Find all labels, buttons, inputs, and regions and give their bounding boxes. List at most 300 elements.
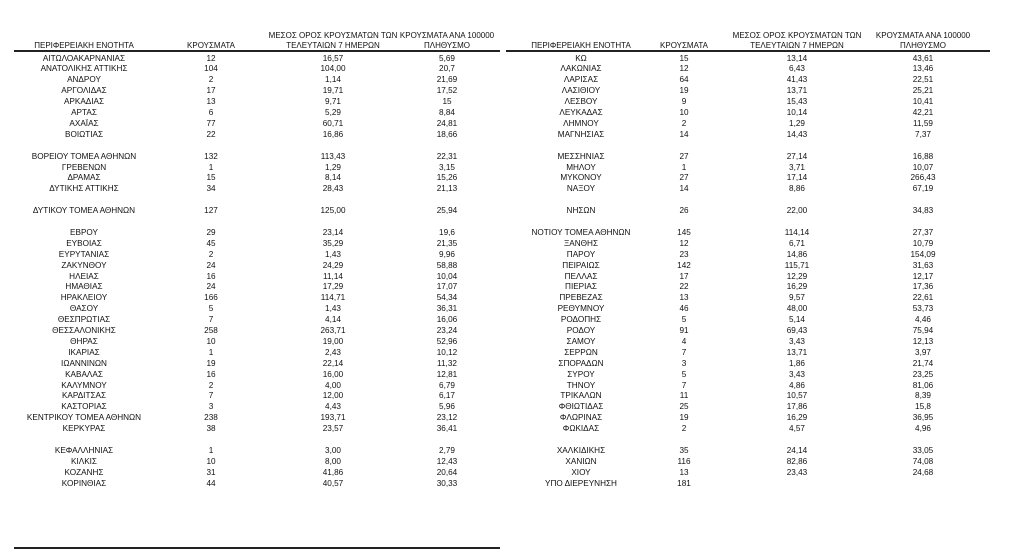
cell-cases: 24: [206, 282, 216, 292]
table-row: [506, 205, 990, 216]
cell-cases: 15: [679, 53, 689, 63]
cell-cases: 104: [204, 64, 218, 74]
cell-cases: 25: [679, 402, 689, 412]
cell-region: ΑΡΚΑΔΙΑΣ: [63, 97, 105, 107]
cell-per100k: 31,63: [912, 260, 934, 270]
table-row: [14, 53, 500, 64]
cell-cases: 77: [206, 118, 216, 128]
cell-cases: 7: [681, 347, 687, 357]
cell-per100k: 15,26: [436, 173, 458, 183]
table-row: [14, 227, 500, 238]
cell-region: ΚΕΝΤΡΙΚΟΥ ΤΟΜΕΑ ΑΘΗΝΩΝ: [26, 413, 142, 423]
cell-cases: 13: [679, 293, 689, 303]
table-row: [14, 467, 500, 478]
cell-cases: 1: [208, 162, 214, 172]
cell-region: ΛΑΣΙΘΙΟΥ: [561, 86, 601, 96]
cell-cases: 16: [206, 369, 216, 379]
cell-avg7: 23,43: [786, 467, 808, 477]
table-row: [14, 456, 500, 467]
cell-region: ΙΚΑΡΙΑΣ: [68, 347, 100, 357]
table-row: [506, 369, 990, 380]
cell-avg7: 14,43: [786, 129, 808, 139]
cell-cases: 27: [679, 151, 689, 161]
cell-per100k: 23,25: [912, 369, 934, 379]
cell-avg7: 35,29: [322, 238, 344, 248]
cell-region: ΕΥΡΥΤΑΝΙΑΣ: [58, 249, 110, 259]
cell-per100k: 5,69: [439, 53, 455, 63]
cell-region: ΤΗΝΟΥ: [566, 380, 596, 390]
cell-per100k: 24,81: [436, 118, 458, 128]
cell-region: ΕΒΡΟΥ: [70, 227, 98, 237]
table-row: [14, 281, 500, 292]
header-divider: [14, 50, 500, 52]
cell-region: ΘΑΣΟΥ: [69, 304, 99, 314]
cell-per100k: 67,19: [912, 184, 934, 194]
cell-region: ΣΠΟΡΑΔΩΝ: [558, 358, 604, 368]
cell-region: ΑΝΔΡΟΥ: [67, 75, 101, 85]
cell-avg7: 1,29: [789, 118, 805, 128]
cell-avg7: 10,14: [786, 108, 808, 117]
cell-avg7: 4,57: [789, 424, 805, 434]
table-row: [506, 314, 990, 325]
cell-region: ΑΝΑΤΟΛΙΚΗΣ ΑΤΤΙΚΗΣ: [40, 64, 128, 74]
cell-cases: 181: [677, 478, 691, 488]
cell-per100k: 4,46: [915, 315, 931, 325]
table-row: [14, 74, 500, 85]
cell-per100k: 11,32: [437, 358, 457, 368]
cell-cases: 27: [679, 173, 689, 183]
cell-region: ΡΟΔΟΠΗΣ: [560, 315, 602, 325]
cell-cases: 22: [206, 129, 216, 139]
table-row: [506, 107, 990, 118]
cell-region: ΦΩΚΙΔΑΣ: [562, 424, 600, 434]
table-row: [506, 390, 990, 401]
table-row: [14, 303, 500, 314]
cell-cases: 19: [206, 358, 216, 368]
cell-avg7: 4,86: [789, 380, 805, 390]
cell-per100k: 7,37: [915, 129, 931, 139]
cell-cases: 45: [206, 238, 216, 248]
table-row: [506, 129, 990, 140]
cell-avg7: 9,71: [325, 97, 341, 107]
cell-cases: 12: [679, 238, 689, 248]
cell-per100k: 23,12: [436, 413, 458, 423]
cell-per100k: 21,13: [436, 184, 458, 194]
cell-avg7: 12,00: [322, 391, 344, 401]
cell-per100k: 10,41: [912, 97, 934, 107]
table-row: [14, 478, 500, 489]
table-row: [14, 412, 500, 423]
cell-avg7: 11,14: [323, 271, 343, 281]
cell-per100k: 18,66: [436, 129, 458, 139]
cell-per100k: 19,6: [439, 227, 455, 237]
header-avg7: ΜΕΣΟΣ ΟΡΟΣ ΚΡΟΥΣΜΑΤΩΝ ΤΩΝ ΤΕΛΕΥΤΑΙΩΝ 7 ΗΜΕΡΩΝ: [732, 31, 862, 50]
cell-per100k: 21,69: [436, 75, 458, 85]
cell-cases: 142: [677, 260, 691, 270]
cell-region: ΚΑΡΔΙΤΣΑΣ: [61, 391, 107, 401]
cell-per100k: 42,21: [912, 108, 934, 117]
table-row: [506, 260, 990, 271]
cell-avg7: 41,86: [322, 467, 344, 477]
cell-per100k: 5,96: [439, 402, 455, 412]
cell-per100k: 15: [442, 97, 452, 107]
cell-per100k: 74,08: [912, 456, 934, 466]
header-cases: ΚΡΟΥΣΜΑΤΑ: [660, 40, 708, 50]
cell-avg7: 28,43: [322, 184, 344, 194]
cell-cases: 127: [204, 206, 218, 216]
cell-avg7: 10,57: [786, 391, 808, 401]
cell-avg7: 13,14: [786, 53, 808, 63]
table-row: [506, 227, 990, 238]
table-row: [14, 238, 500, 249]
cell-region: ΚΩ: [575, 53, 587, 63]
cell-avg7: 41,43: [786, 75, 808, 85]
table-row: [14, 260, 500, 271]
cell-avg7: 4,14: [325, 315, 341, 325]
cell-avg7: 9,57: [789, 293, 805, 303]
cell-cases: 24: [206, 260, 216, 270]
cell-per100k: 34,83: [912, 206, 934, 216]
table-row: [506, 53, 990, 64]
cell-region: ΚΕΡΚΥΡΑΣ: [62, 424, 106, 434]
cell-region: ΚΙΛΚΙΣ: [70, 456, 97, 466]
cell-per100k: 13,46: [912, 64, 934, 74]
header-region: ΠΕΡΙΦΕΡΕΙΑΚΗ ΕΝΟΤΗΤΑ: [34, 40, 134, 50]
cell-region: ΑΡΤΑΣ: [71, 108, 97, 117]
left-table-header: [14, 10, 500, 50]
cell-avg7: 113,43: [320, 151, 346, 161]
table-row: [506, 423, 990, 434]
header-per100k: ΚΡΟΥΣΜΑΤΑ ΑΝΑ 100000 ΠΛΗΘΥΣΜΟ: [399, 31, 495, 50]
cell-cases: 3: [208, 402, 214, 412]
cell-region: ΛΑΡΙΣΑΣ: [563, 75, 599, 85]
right-table-header: [506, 10, 990, 50]
cell-cases: 1: [681, 162, 687, 172]
cell-region: ΚΟΡΙΝΘΙΑΣ: [61, 478, 107, 488]
cell-region: ΛΕΣΒΟΥ: [564, 97, 598, 107]
cell-avg7: 40,57: [322, 478, 344, 488]
cell-region: ΓΡΕΒΕΝΩΝ: [61, 162, 107, 172]
table-row: [14, 314, 500, 325]
cell-avg7: 24,29: [322, 260, 344, 270]
cell-avg7: 5,29: [325, 108, 341, 117]
cell-per100k: 75,94: [912, 326, 934, 335]
cell-per100k: 3,97: [915, 347, 931, 357]
cell-per100k: 8,84: [439, 108, 455, 117]
cell-cases: 46: [679, 304, 689, 314]
cell-per100k: 36,95: [912, 413, 934, 423]
table-row: [14, 129, 500, 140]
cell-cases: 64: [679, 75, 689, 85]
cell-avg7: 8,86: [789, 184, 805, 194]
cell-region: ΘΕΣΣΑΛΟΝΙΚΗΣ: [52, 326, 116, 335]
table-row: [506, 412, 990, 423]
cell-per100k: 33,05: [912, 445, 934, 455]
cell-region: ΚΑΣΤΟΡΙΑΣ: [61, 402, 107, 412]
cell-region: ΠΕΛΛΑΣ: [564, 271, 598, 281]
table-row: [14, 96, 500, 107]
cell-region: ΜΑΓΝΗΣΙΑΣ: [557, 129, 605, 139]
cell-cases: 5: [681, 315, 687, 325]
cell-cases: 12: [679, 64, 689, 74]
table-row: [14, 172, 500, 183]
cell-cases: 7: [208, 391, 214, 401]
table-row: [506, 96, 990, 107]
cell-region: ΑΧΑΪΑΣ: [69, 118, 99, 128]
table-row: [506, 249, 990, 260]
cell-region: ΠΙΕΡΙΑΣ: [565, 282, 597, 292]
cell-avg7: 16,29: [786, 413, 808, 423]
cell-cases: 7: [681, 380, 687, 390]
table-row: [506, 162, 990, 173]
cell-per100k: 12,13: [912, 336, 934, 346]
cell-region: ΛΑΚΩΝΙΑΣ: [560, 64, 602, 74]
cell-avg7: 193,71: [320, 413, 346, 423]
cell-cases: 9: [681, 97, 687, 107]
cell-cases: 31: [206, 467, 216, 477]
cell-avg7: 114,71: [320, 293, 346, 303]
cell-cases: 6: [208, 108, 214, 117]
cell-cases: 116: [677, 456, 691, 466]
cell-per100k: 54,34: [436, 293, 458, 303]
cell-region: ΔΡΑΜΑΣ: [67, 173, 101, 183]
cell-avg7: 60,71: [322, 118, 344, 128]
cell-region: ΝΑΞΟΥ: [566, 184, 596, 194]
table-row: [506, 478, 990, 489]
cell-cases: 12: [206, 53, 216, 63]
cell-avg7: 23,14: [322, 227, 344, 237]
cell-avg7: 1,43: [325, 249, 341, 259]
left-table: [14, 10, 500, 488]
cell-cases: 238: [204, 413, 218, 423]
table-row: [14, 63, 500, 74]
cell-avg7: 8,00: [325, 456, 341, 466]
cell-region: ΒΟΡΕΙΟΥ ΤΟΜΕΑ ΑΘΗΝΩΝ: [31, 151, 137, 161]
cell-cases: 19: [679, 86, 689, 96]
table-row: [14, 85, 500, 96]
cell-per100k: 25,21: [912, 86, 934, 96]
cell-avg7: 19,00: [322, 336, 344, 346]
cell-region: ΔΥΤΙΚΟΥ ΤΟΜΕΑ ΑΘΗΝΩΝ: [32, 206, 136, 216]
header-avg7: ΜΕΣΟΣ ΟΡΟΣ ΚΡΟΥΣΜΑΤΩΝ ΤΩΝ ΤΕΛΕΥΤΑΙΩΝ 7 ΗΜΕΡΩΝ: [268, 31, 398, 50]
cell-avg7: 16,00: [322, 369, 344, 379]
cell-region: ΛΗΜΝΟΥ: [563, 118, 599, 128]
cell-per100k: 2,79: [439, 445, 455, 455]
cell-region: ΠΑΡΟΥ: [566, 249, 596, 259]
cell-region: ΙΩΑΝΝΙΝΩΝ: [61, 358, 107, 368]
cell-avg7: 69,43: [786, 326, 808, 335]
table-row: [14, 347, 500, 358]
cell-region: ΧΑΛΚΙΔΙΚΗΣ: [556, 445, 606, 455]
cell-per100k: 81,06: [912, 380, 934, 390]
table-row: [14, 271, 500, 282]
cell-per100k: 266,43: [910, 173, 936, 183]
cell-region: ΝΗΣΩΝ: [566, 206, 596, 216]
cell-cases: 35: [679, 445, 689, 455]
table-row: [506, 172, 990, 183]
cell-per100k: 6,79: [439, 380, 455, 390]
cell-cases: 1: [208, 347, 214, 357]
table-row: [506, 401, 990, 412]
cell-region: ΧΙΟΥ: [571, 467, 591, 477]
cell-region: ΘΕΣΠΡΩΤΙΑΣ: [57, 315, 111, 325]
header-per100k: ΚΡΟΥΣΜΑΤΑ ΑΝΑ 100000 ΠΛΗΘΥΣΜΟ: [875, 31, 971, 50]
cell-avg7: 23,57: [322, 424, 344, 434]
table-row: [14, 205, 500, 216]
cell-cases: 2: [681, 118, 687, 128]
table-row: [506, 281, 990, 292]
cell-avg7: 17,14: [786, 173, 808, 183]
cell-region: ΖΑΚΥΝΘΟΥ: [61, 260, 107, 270]
cell-per100k: 12,17: [912, 271, 934, 281]
left-bottom-rule: [14, 547, 500, 549]
cell-cases: 38: [206, 424, 216, 434]
cell-per100k: 12,43: [436, 456, 458, 466]
cell-per100k: 36,41: [436, 424, 458, 434]
cell-per100k: 22,31: [436, 151, 458, 161]
cell-cases: 22: [679, 282, 689, 292]
cell-per100k: 10,04: [436, 271, 458, 281]
cell-avg7: 1,86: [789, 358, 805, 368]
cell-avg7: 16,29: [786, 282, 808, 292]
cell-per100k: 17,07: [436, 282, 458, 292]
cell-per100k: 10,07: [912, 162, 934, 172]
cell-avg7: 15,43: [786, 97, 808, 107]
cell-cases: 2: [208, 249, 214, 259]
cell-cases: 2: [681, 424, 687, 434]
cell-region: ΦΛΩΡΙΝΑΣ: [559, 413, 603, 423]
cell-region: ΕΥΒΟΙΑΣ: [66, 238, 102, 248]
header-divider: [506, 50, 990, 52]
cell-region: ΔΥΤΙΚΗΣ ΑΤΤΙΚΗΣ: [49, 184, 119, 194]
table-row: [14, 183, 500, 194]
cell-per100k: 25,94: [436, 206, 458, 216]
cell-cases: 10: [206, 336, 216, 346]
cell-avg7: 3,71: [789, 162, 805, 172]
cell-cases: 26: [679, 206, 689, 216]
cell-cases: 1: [208, 445, 214, 455]
cell-avg7: 114,14: [784, 227, 810, 237]
cell-per100k: 8,39: [915, 391, 931, 401]
table-row: [14, 423, 500, 434]
cell-avg7: 125,00: [320, 206, 346, 216]
cell-per100k: 16,88: [912, 151, 934, 161]
cell-per100k: 4,96: [915, 424, 931, 434]
cell-cases: 34: [206, 184, 216, 194]
table-row: [506, 74, 990, 85]
header-cases: ΚΡΟΥΣΜΑΤΑ: [187, 40, 235, 50]
cell-per100k: 12,81: [436, 369, 458, 379]
table-row: [506, 336, 990, 347]
table-row: [14, 358, 500, 369]
cell-per100k: 3,15: [439, 162, 455, 172]
cell-region: ΜΗΛΟΥ: [566, 162, 596, 172]
cell-per100k: 154,09: [910, 249, 936, 259]
cell-avg7: 4,43: [325, 402, 341, 412]
cell-region: ΜΥΚΟΝΟΥ: [560, 173, 602, 183]
table-row: [14, 249, 500, 260]
cell-avg7: 115,71: [784, 260, 810, 270]
cell-cases: 145: [677, 227, 691, 237]
cell-avg7: 48,00: [786, 304, 808, 314]
cell-cases: 17: [206, 86, 216, 96]
cell-region: ΚΑΒΑΛΑΣ: [65, 369, 103, 379]
table-row: [506, 63, 990, 74]
cell-cases: 2: [208, 75, 214, 85]
cell-cases: 13: [679, 467, 689, 477]
table-row: [506, 347, 990, 358]
cell-region: ΧΑΝΙΩΝ: [565, 456, 597, 466]
cell-per100k: 9,96: [439, 249, 455, 259]
cell-region: ΑΙΤΩΛΟΑΚΑΡΝΑΝΙΑΣ: [42, 53, 126, 63]
table-row: [506, 238, 990, 249]
cell-avg7: 24,14: [786, 445, 808, 455]
cell-avg7: 104,00: [320, 64, 346, 74]
cell-region: ΤΡΙΚΑΛΩΝ: [560, 391, 602, 401]
cell-cases: 19: [679, 413, 689, 423]
cell-avg7: 1,14: [325, 75, 341, 85]
cell-avg7: 6,71: [789, 238, 805, 248]
cell-cases: 10: [679, 108, 689, 117]
cell-avg7: 22,14: [322, 358, 344, 368]
cell-region: ΣΑΜΟΥ: [566, 336, 596, 346]
table-row: [14, 369, 500, 380]
cell-avg7: 8,14: [325, 173, 341, 183]
cell-cases: 10: [206, 456, 216, 466]
table-row: [506, 467, 990, 478]
table-row: [506, 303, 990, 314]
table-row: [14, 380, 500, 391]
cell-cases: 44: [206, 478, 216, 488]
cell-avg7: 3,43: [789, 369, 805, 379]
cell-per100k: 43,61: [912, 53, 934, 63]
cell-per100k: 27,37: [912, 227, 934, 237]
cell-avg7: 19,71: [322, 86, 344, 96]
cell-cases: 3: [681, 358, 687, 368]
cell-avg7: 82,86: [786, 456, 808, 466]
cell-region: ΞΑΝΘΗΣ: [563, 238, 599, 248]
cell-region: ΗΛΕΙΑΣ: [69, 271, 99, 281]
cell-avg7: 12,29: [786, 271, 808, 281]
cell-region: ΝΟΤΙΟΥ ΤΟΜΕΑ ΑΘΗΝΩΝ: [531, 227, 631, 237]
table-row: [14, 390, 500, 401]
table-row: [14, 151, 500, 162]
cell-per100k: 30,33: [436, 478, 458, 488]
cell-per100k: 20,7: [439, 64, 455, 74]
cell-avg7: 3,43: [789, 336, 805, 346]
table-row: [14, 336, 500, 347]
cell-cases: 11: [679, 391, 689, 401]
cell-cases: 14: [679, 129, 689, 139]
cell-avg7: 1,29: [325, 162, 341, 172]
table-row: [506, 445, 990, 456]
cell-cases: 13: [206, 97, 216, 107]
table-row: [506, 325, 990, 336]
cell-per100k: 20,64: [436, 467, 458, 477]
cell-per100k: 23,24: [436, 326, 458, 335]
cell-region: ΣΕΡΡΩΝ: [564, 347, 598, 357]
cell-cases: 14: [679, 184, 689, 194]
cell-per100k: 53,73: [912, 304, 934, 314]
cell-region: ΚΟΖΑΝΗΣ: [64, 467, 104, 477]
cell-avg7: 27,14: [786, 151, 808, 161]
cell-region: ΘΗΡΑΣ: [70, 336, 98, 346]
cell-region: ΜΕΣΣΗΝΙΑΣ: [557, 151, 605, 161]
cell-per100k: 6,17: [439, 391, 455, 401]
cell-region: ΣΥΡΟΥ: [567, 369, 595, 379]
cell-region: ΡΕΘΥΜΝΟΥ: [557, 304, 605, 314]
cell-avg7: 6,43: [789, 64, 805, 74]
